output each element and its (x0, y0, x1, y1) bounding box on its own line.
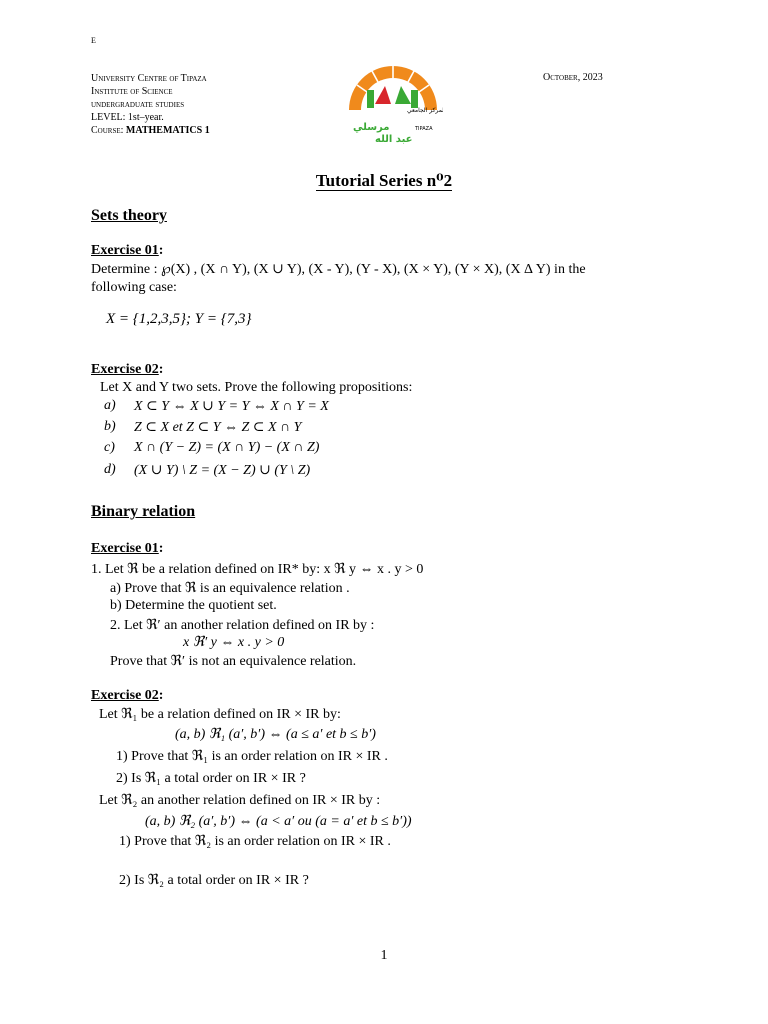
prop-a-text: X ⊂ Y ⇔ X ∪ Y = Y ⇔ X ∩ Y = X (134, 399, 329, 414)
corner-mark: E (91, 36, 96, 45)
svg-text:عبد الله: عبد الله (375, 134, 413, 145)
course-label: Course: (91, 125, 124, 136)
prop-d-text: (X ∪ Y) \ Z = (X − Z) ∪ (Y \ Z) (134, 463, 311, 478)
binary-ex1-part-b: b) Determine the quotient set. (110, 598, 277, 613)
svg-text:مرسلي: مرسلي (353, 122, 390, 133)
header-university: University Centre of Tipaza (91, 73, 207, 84)
course-value: MATHEMATICS 1 (125, 125, 210, 136)
header-date: October, 2023 (543, 72, 603, 83)
sets-exercise-01-label: Exercise 01: (91, 243, 164, 258)
binary-ex1-prove-not: Prove that ℜ′ is not an equivalence relation. (110, 654, 357, 669)
page-title: Tutorial Series n⁰2 (315, 171, 453, 190)
header-institute: Institute of Science (91, 86, 173, 97)
binary-ex1-line1: 1. Let ℜ be a relation defined on IR* by: x ℜ y ⇔ x . y > 0 (91, 562, 424, 577)
prop-c-tag: c) (104, 440, 115, 455)
binary-ex1-part-a: a) Prove that ℜ is an equivalence relation . (110, 581, 350, 596)
binary-ex2-relation2: (a, b) ℜ₂ (a′, b′) ⇔ (a < a′ ou (a = a′ et b ≤ b′)) (145, 814, 412, 829)
prop-d-tag: d) (104, 462, 116, 477)
binary-ex2-q1: 1) Prove that ℜ₁ is an order relation on IR × IR . (116, 749, 388, 764)
binary-ex2-relation1: (a, b) ℜ₁ (a′, b′) ⇔ (a ≤ a′ et b ≤ b′) (175, 727, 376, 742)
binary-exercise-01-label: Exercise 01: (91, 541, 164, 556)
header-course (91, 124, 210, 137)
binary-ex2-line1: Let ℜ₁ be a relation defined on IR × IR by: (99, 707, 341, 722)
prop-b-tag: b) (104, 419, 116, 434)
university-logo (345, 60, 443, 146)
binary-ex2-q2: 2) Is ℜ₁ a total order on IR × IR ? (116, 771, 306, 786)
page-number: 1 (380, 948, 388, 963)
sets-ex1-following: following case: (91, 280, 177, 295)
prop-b-text: Z ⊂ X et Z ⊂ Y ⇔ Z ⊂ X ∩ Y (134, 420, 302, 435)
binary-ex2-line2: Let ℜ₂ an another relation defined on IR × IR by : (99, 793, 381, 808)
binary-ex2-q3: 1) Prove that ℜ₂ is an order relation on IR × IR . (119, 834, 391, 849)
sets-ex1-determine: Determine : ℘(X) , (X ∩ Y), (X ∪ Y), (X - Y), (Y - X), (X × Y), (Y × X), (X Δ Y) in the (91, 262, 586, 277)
binary-ex2-q4: 2) Is ℜ₂ a total order on IR × IR ? (119, 873, 309, 888)
svg-text:المركز الجامعي: المركز الجامعي (407, 107, 443, 114)
section-sets-theory: Sets theory (91, 207, 167, 224)
prop-a-tag: a) (104, 398, 116, 413)
binary-ex1-line2: 2. Let ℜ′ an another relation defined on IR by : (110, 618, 375, 633)
prop-c-text: X ∩ (Y − Z) = (X ∩ Y) − (X ∩ Z) (134, 440, 320, 455)
header-studies: undergraduate studies (91, 99, 185, 110)
sets-ex2-intro: Let X and Y two sets. Prove the following propositions: (100, 380, 413, 395)
sets-ex1-definition: X = {1,2,3,5}; Y = {7,3} (106, 311, 252, 327)
sets-exercise-02-label: Exercise 02: (91, 362, 164, 377)
binary-ex1-relation2: x ℜ′ y ⇔ x . y > 0 (183, 635, 285, 650)
section-binary-relation: Binary relation (91, 503, 196, 520)
header-level: LEVEL: 1st–year. (91, 112, 164, 123)
binary-exercise-02-label: Exercise 02: (91, 688, 164, 703)
svg-text:TIPAZA: TIPAZA (415, 126, 433, 132)
